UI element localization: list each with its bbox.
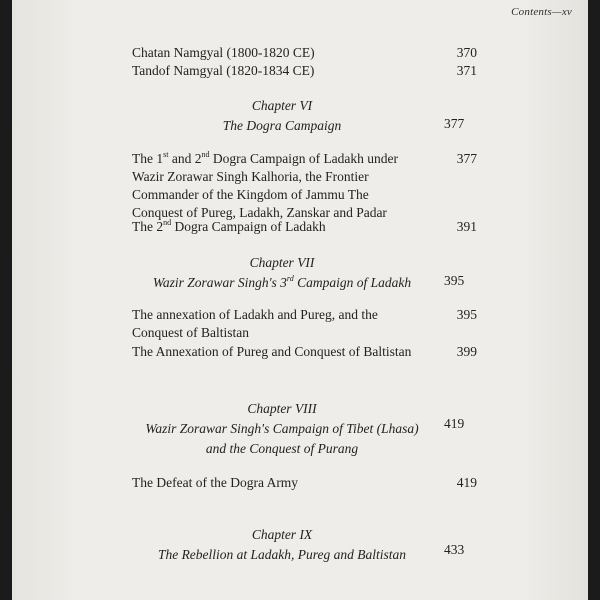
chapter-label: Chapter VII [249, 255, 315, 270]
chapter-title: Wazir Zorawar Singh's 3rd Campaign of Ladakh [152, 273, 412, 290]
running-header: Contents—xv [511, 6, 572, 18]
toc-entry [132, 306, 477, 342]
chapter-page: 433 [444, 542, 465, 557]
entry-text: The Defeat of the Dogra Army [132, 475, 299, 490]
entry-page: 419 [456, 475, 477, 490]
toc-entry [132, 343, 477, 361]
chapter-label: Chapter IX [251, 527, 313, 542]
chapter-title-line: Wazir Zorawar Singh's Campaign of Tibet (Lhasa) [145, 421, 419, 436]
chapter-heading [132, 96, 432, 136]
entry-page: 391 [456, 219, 477, 234]
book-page [12, 0, 588, 600]
entry-page: 399 [456, 344, 477, 359]
chapter-page: 377 [444, 116, 465, 131]
chapter-heading [132, 525, 432, 565]
toc-entry [132, 44, 477, 62]
toc-entry [132, 62, 477, 80]
chapter-label: Chapter VIII [247, 401, 317, 416]
entry-text: The 1st and 2nd Dogra Campaign of Ladakh under Wazir Zorawar Singh Kalhoria, the Frontier Commander of the Kingdom of Jammu The Conquest of Pureg, Ladakh, Zanskar and Padar [132, 149, 399, 220]
chapter-label: Chapter VI [251, 98, 313, 113]
entry-page: 371 [456, 63, 477, 78]
toc-entry [132, 474, 477, 492]
chapter-page: 395 [444, 273, 465, 288]
chapter-heading [132, 253, 432, 293]
entry-text: The 2nd Dogra Campaign of Ladakh [132, 217, 326, 234]
chapter-heading [132, 399, 432, 459]
entry-page: 395 [456, 307, 477, 322]
toc-entry [132, 218, 477, 236]
entry-text: The annexation of Ladakh and Pureg, and the Conquest of Baltistan [132, 307, 378, 340]
entry-text: Chatan Namgyal (1800-1820 CE) [132, 45, 315, 60]
chapter-title: The Dogra Campaign [222, 118, 342, 133]
entry-page: 370 [456, 45, 477, 60]
entry-text: The Annexation of Pureg and Conquest of Baltistan [132, 344, 412, 359]
chapter-title: The Rebellion at Ladakh, Pureg and Baltistan [157, 547, 407, 562]
toc-entry [132, 150, 477, 222]
entry-page: 377 [456, 151, 477, 166]
entry-text: Tandof Namgyal (1820-1834 CE) [132, 63, 315, 78]
chapter-title-line: and the Conquest of Purang [205, 441, 359, 456]
chapter-page: 419 [444, 416, 465, 431]
